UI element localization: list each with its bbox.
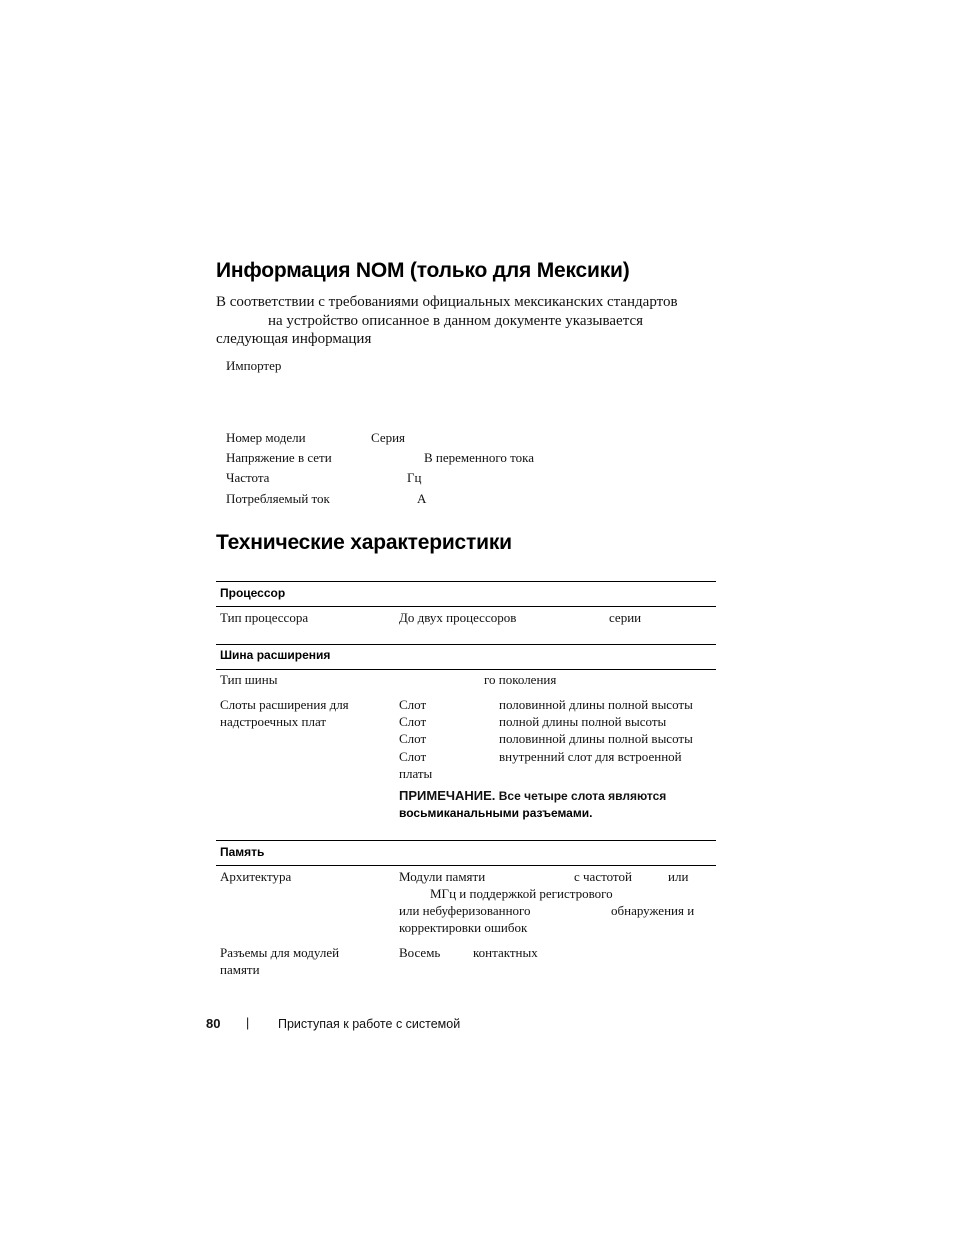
voltage-label: Напряжение в сети — [226, 450, 332, 465]
architecture-value-1b: с частотой — [574, 869, 632, 884]
voltage-value: В переменного тока — [424, 450, 534, 465]
slot-1-desc: половинной длины полной высоты — [499, 697, 693, 712]
architecture-value-3b: обнаружения и — [611, 903, 695, 918]
table-rule — [216, 865, 716, 866]
bus-type-label: Тип шины — [220, 672, 278, 687]
note-text-line-2: восьмиканальными разъемами. — [399, 806, 593, 820]
note-label: ПРИМЕЧАНИЕ. — [399, 788, 496, 803]
processor-type-label: Тип процессора — [220, 610, 309, 625]
current-label: Потребляемый ток — [226, 491, 330, 506]
footer-separator: | — [246, 1016, 250, 1030]
slot-4-label: Слот — [399, 749, 427, 764]
specs-heading: Технические характеристики — [216, 531, 512, 554]
table-rule — [216, 581, 716, 582]
nom-heading: Информация NOM (только для Мексики) — [216, 259, 630, 282]
frequency-label: Частота — [226, 470, 270, 485]
nom-paragraph-line-2: на устройство описанное в данном документе указывается — [268, 313, 643, 329]
nom-paragraph-line-3: следующая информация — [216, 331, 372, 347]
model-number-value: Серия — [371, 430, 406, 445]
slot-3-label: Слот — [399, 731, 427, 746]
slots-label-line-1: Слоты расширения для — [220, 697, 349, 712]
footer-title: Приступая к работе с системой — [278, 1017, 461, 1031]
architecture-value-1c: или — [668, 869, 689, 884]
table-rule — [216, 669, 716, 670]
slot-4-desc-wrap: платы — [399, 766, 433, 781]
nom-paragraph-line-1: В соответствии с требованиями официальных мексиканских стандартов — [216, 294, 678, 310]
slots-label-line-2: надстроечных плат — [220, 714, 327, 729]
sockets-value-b: контактных — [473, 945, 538, 960]
architecture-value-4: корректировки ошибок — [399, 920, 528, 935]
current-value: А — [417, 491, 427, 506]
memory-header: Память — [220, 845, 265, 859]
processor-header: Процессор — [220, 586, 286, 600]
processor-series-value: серии — [609, 610, 642, 625]
bus-type-value: го поколения — [484, 672, 557, 687]
slot-4-desc: внутренний слот для встроенной — [499, 749, 682, 764]
architecture-label: Архитектура — [220, 869, 292, 884]
table-rule — [216, 644, 716, 645]
slot-1-label: Слот — [399, 697, 427, 712]
page-number: 80 — [206, 1016, 221, 1031]
frequency-value: Гц — [407, 470, 422, 485]
architecture-value-3a: или небуферизованного — [399, 903, 531, 918]
slot-3-desc: половинной длины полной высоты — [499, 731, 693, 746]
slot-2-label: Слот — [399, 714, 427, 729]
importer-label: Импортер — [226, 358, 282, 373]
model-number-label: Номер модели — [226, 430, 306, 445]
table-rule — [216, 840, 716, 841]
slot-2-desc: полной длины полной высоты — [499, 714, 667, 729]
architecture-value-1a: Модули памяти — [399, 869, 486, 884]
sockets-value-a: Восемь — [399, 945, 441, 960]
processor-type-value: До двух процессоров — [399, 610, 517, 625]
note — [399, 788, 666, 803]
sockets-label-line-2: памяти — [220, 962, 260, 977]
bus-header: Шина расширения — [220, 648, 331, 662]
table-rule — [216, 606, 716, 607]
architecture-value-2: МГц и поддержкой регистрового — [430, 886, 613, 901]
note-text-line-1: Все четыре слота являются — [498, 789, 667, 803]
sockets-label-line-1: Разъемы для модулей — [220, 945, 340, 960]
